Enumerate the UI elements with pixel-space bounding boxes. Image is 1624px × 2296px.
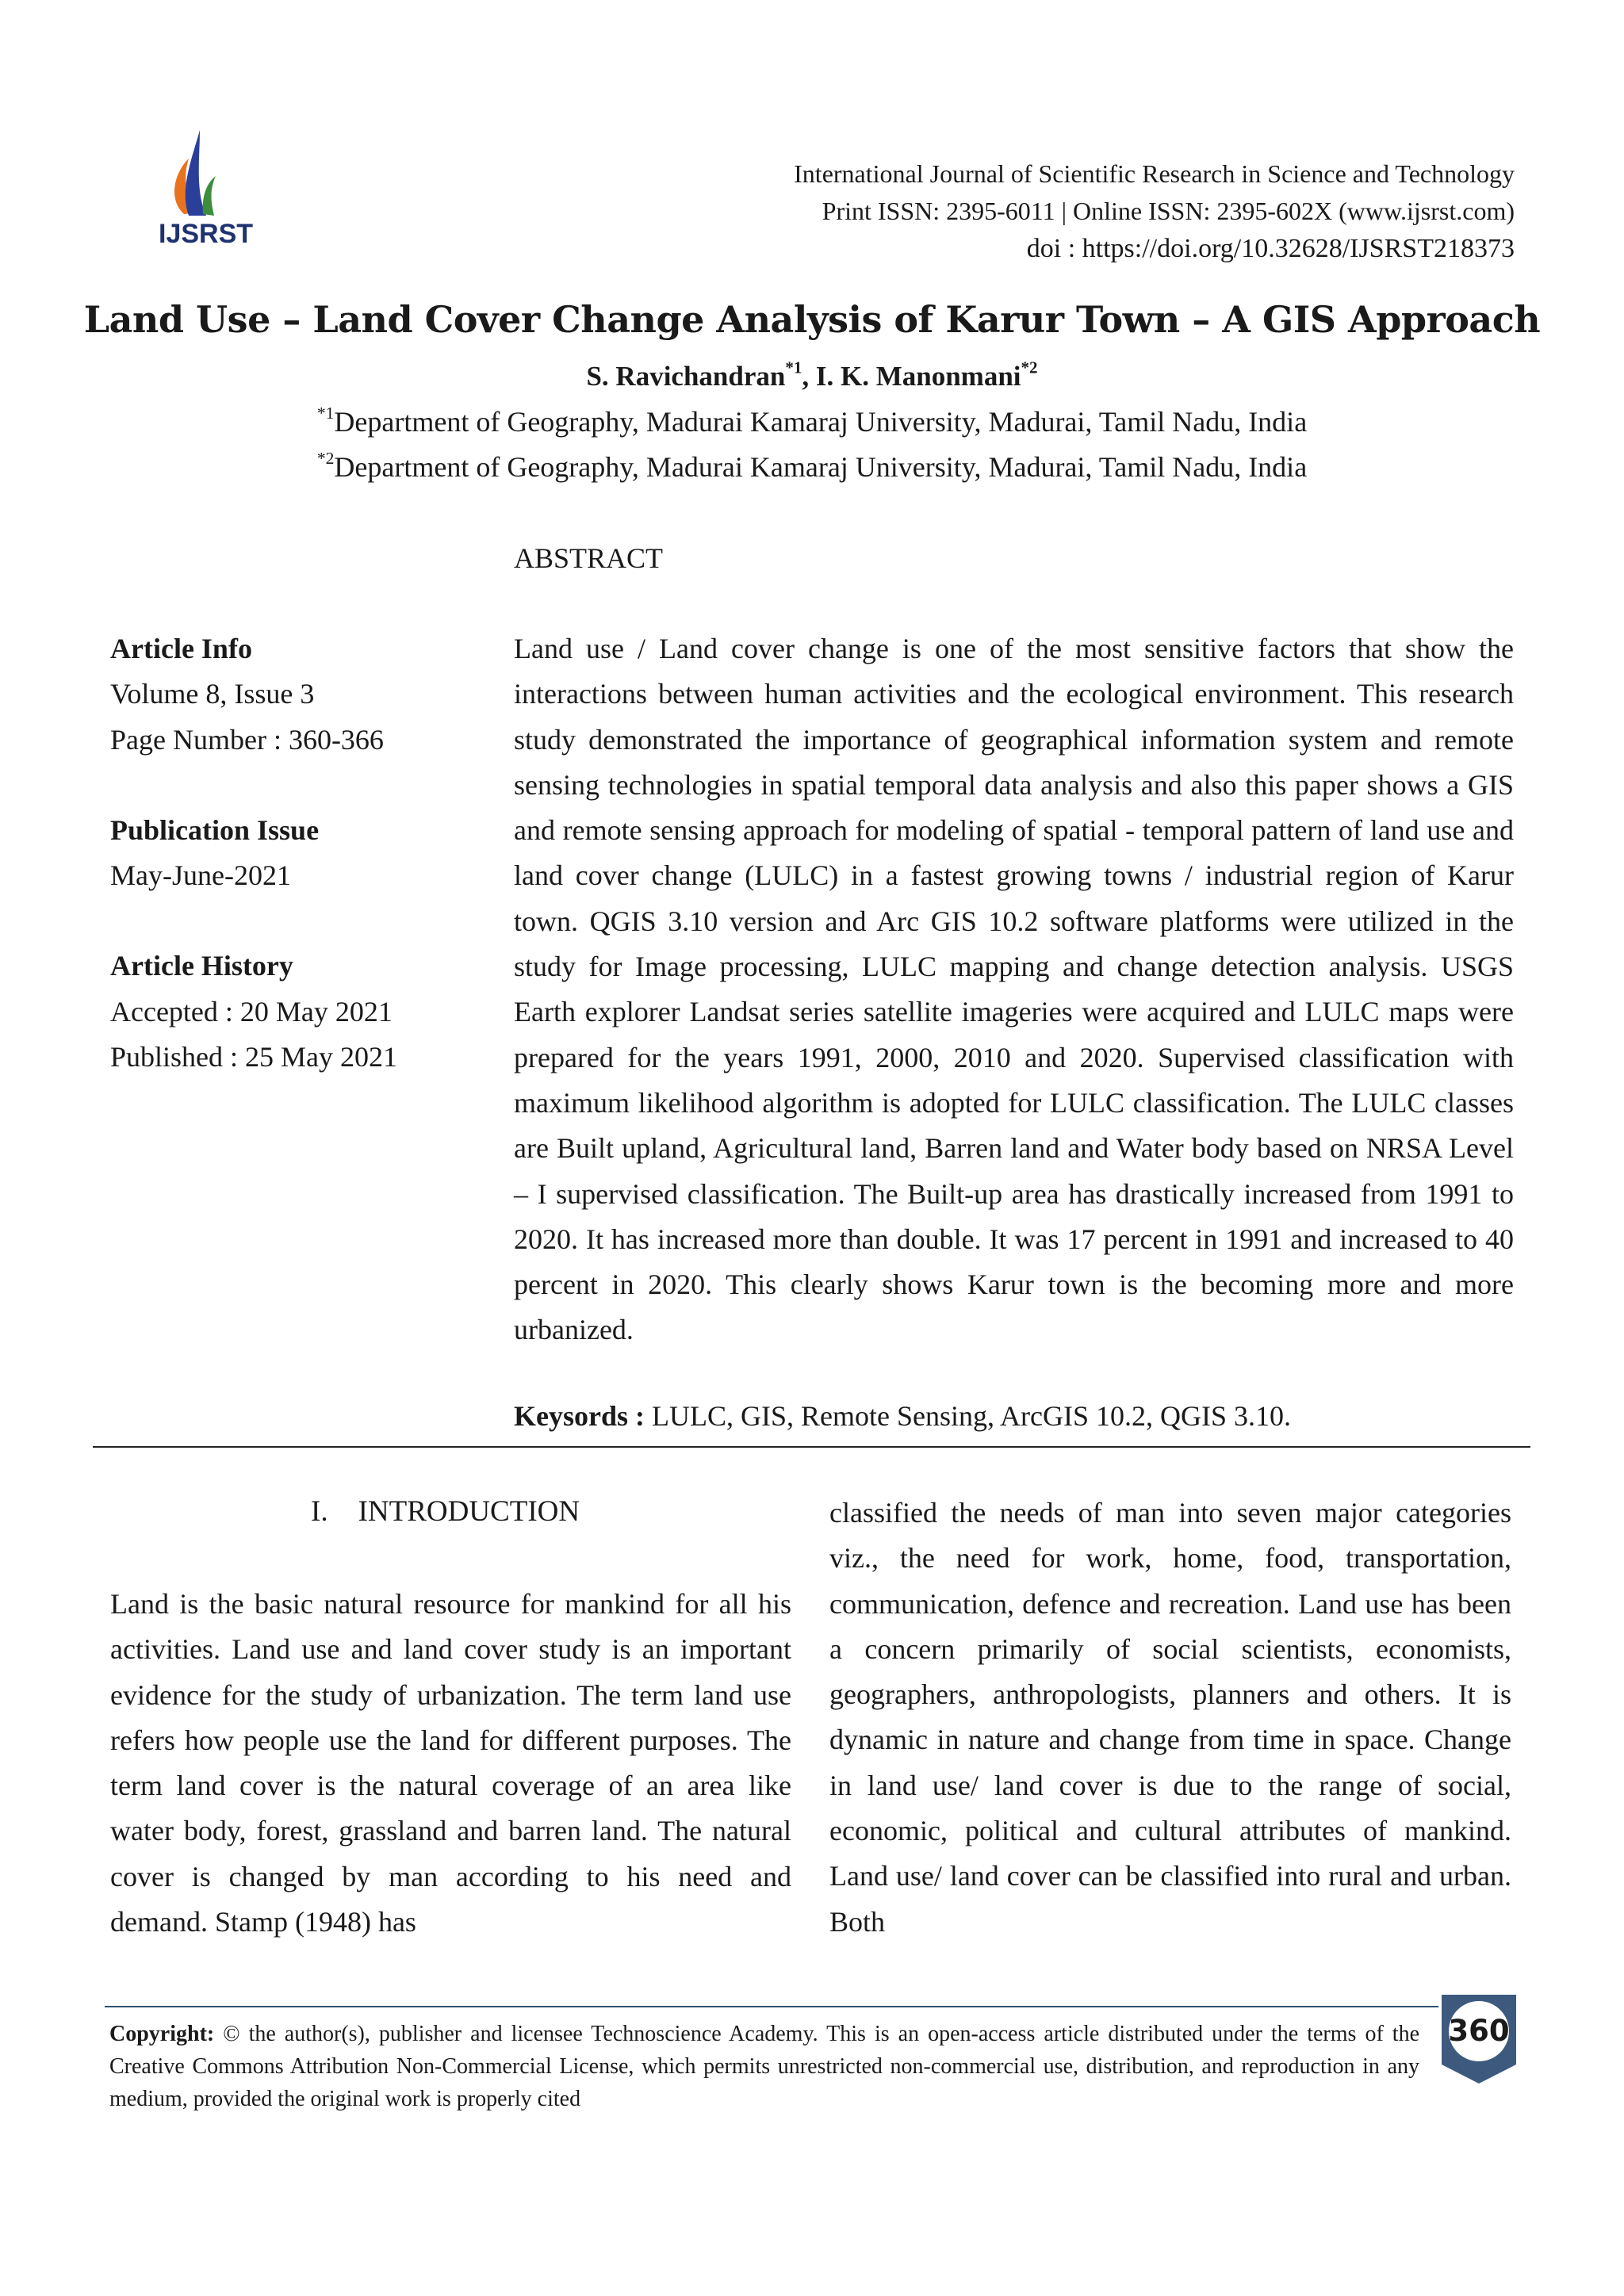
paper-title: Land Use – Land Cover Change Analysis of Karur Town – A GIS Approach [83,298,1541,341]
keywords [514,1399,1291,1433]
paper-authors: S. Ravichandran$^{*1}$, I. K. Manonmani$^{*2}$ [586,358,1038,392]
page-number: 360 [1448,2014,1510,2048]
article-pages: Page Number : 360-366 [110,723,384,756]
publication-issue-heading: Publication Issue [110,813,320,846]
introduction-heading [311,1494,580,1529]
affiliation-2-mark: *2 [316,448,335,468]
section-divider [93,1446,1530,1448]
article-history-heading: Article History [110,950,293,982]
affiliation-2 [0,450,1624,484]
journal-doi[interactable]: doi : https://doi.org/10.32628/IJSRST218373 [1026,234,1515,263]
abstract-text: Land use / Land cover change is one of the most sensitive factors that show the interactions between human activities and the ecological environment. This research study demonstrated the importance of geographical information system and remote sensing technologies in spatial temporal data analysis and also this paper shows a GIS and remote sensing approach for modeling of spatial - temporal pattern of land use and land cover change (LULC) in a fastest growing towns / industrial region of Karur town. QGIS 3.10 version and Arc GIS 10.2 software platforms were utilized in the study for Image processing, LULC mapping and change detection analysis. USGS Earth explorer Landsat series satellite imageries were acquired and LULC maps were prepared for the years 1991, 2000, 2010 and 2020. Supervised classification with maximum likelihood algorithm is adopted for LULC classification. The LULC classes are Built upland, Agricultural land, Barren land and Water body based on NRSA Level – I supervised classification. The Built-up area has drastically increased from 1991 to 2020. It has increased more than double. It was 17 percent in 1991 and increased to 40 percent in 2020. This clearly shows Karur town is the becoming more and more urbanized. [514,633,1514,1346]
copyright-label: Copyright: [109,2022,215,2046]
copyright-notice [109,2018,1419,2115]
journal-name: International Journal of Scientific Research in Science and Technology [794,159,1515,188]
publication-issue: May-June-2021 [110,859,291,892]
affiliation-1-mark: *1 [316,403,335,423]
keywords-label: Keysords : [514,1400,645,1432]
affiliation-2-text: Department of Geography, Madurai Kamaraj University, Madurai, Tamil Nadu, India [334,451,1308,483]
accepted-date: Accepted : 20 May 2021 [110,995,393,1027]
article-info [110,626,467,1080]
copyright-text: © the author(s), publisher and licensee Technoscience Academy. This is an open-access article distributed under the terms of the Creative Commons Attribution Non-Commercial License, which permits unrestricted non-commercial use, distribution, and reproduction in any medium, provided the original work is properly cited [109,2022,1419,2111]
abstract-heading: ABSTRACT [514,542,664,574]
journal-issn: Print ISSN: 2395-6011 | Online ISSN: 2395-602X (www.ijsrst.com) [822,197,1515,225]
introduction-right-column: classified the needs of man into seven major categories viz., the need for work, home, food, transportation, communication, defence and recreation. Land use has been a concern primarily of social scientists, economists, geographers, anthropologists, planners and others. It is dynamic in nature and change from time in space. Change in land use/ land cover is due to the range of social, economic, political and cultural attributes of mankind. Land use/ land cover can be classified into rural and urban. Both [829,1497,1511,1938]
introduction-left-column: Land is the basic natural resource for mankind for all his activities. Land use and land cover study is an important evidence for the study of urbanization. The term land use refers how people use the land for different purposes. The term land cover is the natural coverage of an area like water body, forest, grassland and barren land. The natural cover is changed by man according to his need and demand. Stamp (1948) has [110,1588,791,1938]
article-volume: Volume 8, Issue 3 [110,678,315,710]
journal-logo [143,127,270,254]
section-title: INTRODUCTION [358,1495,580,1528]
affiliation-1 [0,405,1624,438]
footer-rule [105,2006,1438,2007]
logo-flame-green [203,176,216,216]
logo-text: IJSRST [159,219,254,249]
published-date: Published : 25 May 2021 [110,1041,398,1073]
keywords-list: LULC, GIS, Remote Sensing, ArcGIS 10.2, QGIS 3.10. [645,1400,1291,1432]
affiliation-1-text: Department of Geography, Madurai Kamaraj University, Madurai, Tamil Nadu, India [334,406,1308,438]
section-number: I. [311,1495,328,1528]
article-info-heading: Article Info [110,633,252,664]
journal-header [642,155,1515,267]
